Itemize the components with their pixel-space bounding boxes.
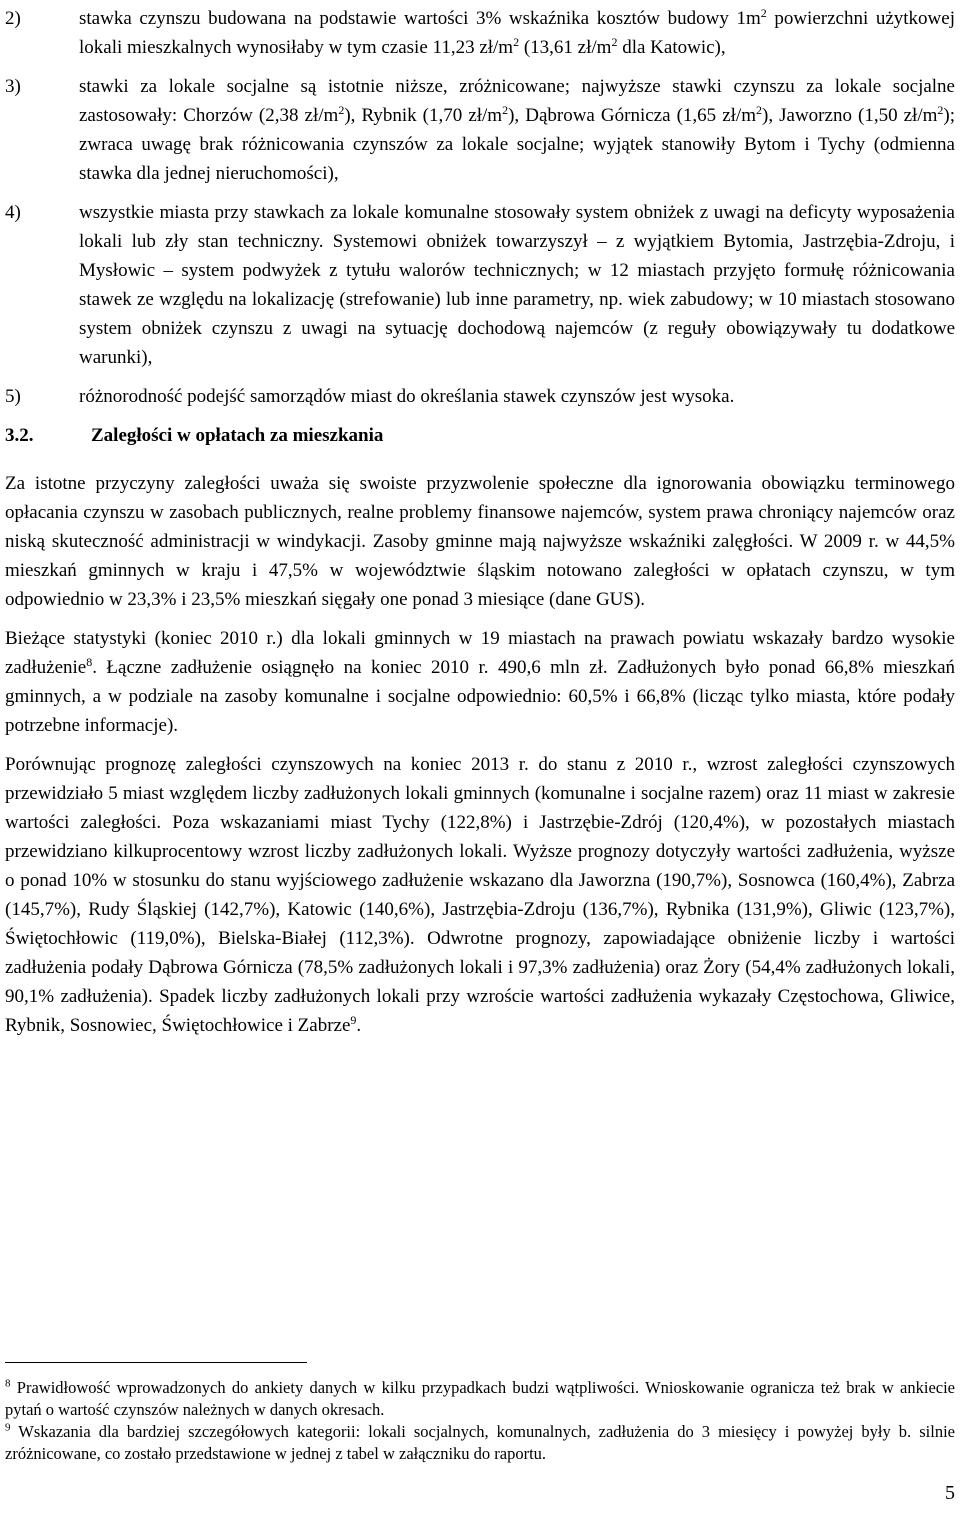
list-item-3 <box>5 72 955 188</box>
list-text: stawki za lokale socjalne są istotnie niższe, zróżnicowane; najwyższe stawki czynszu za lokale socjalne zastosowały: Chorzów (2,38 $zł/m^2$), Rybnik (1,70 $zł/m^2$), Dąbrowa Górnicza (1,65 $zł/m^2$), Jaworzno (1,50 $zł/m^2$); zwraca uwagę brak różnicowania czynszów za lokale socjalne; wyjątek stanowiły Bytom i Tychy (odmienna stawka dla jednej nieruchomości), <box>79 76 956 184</box>
list-item-4 <box>5 198 955 372</box>
list-text: stawka czynszu budowana na podstawie wartości 3% wskaźnika kosztów budowy $1m^2$ powierzchni użytkowej lokali mieszkalnych wynosiłaby w tym czasie 11,23 $zł/m^2$ (13,61 $zł/m^2$ dla Katowic), <box>79 5 955 58</box>
list-number: 3) <box>5 76 21 97</box>
main-text <box>5 4 955 1040</box>
footnote-separator <box>5 1362 307 1363</box>
paragraph-3: Porównując prognozę zaległości czynszowych na koniec 2013 r. do stanu z 2010 r., wzrost zaległości czynszowych przewidziało 5 miast względem liczby zadłużonych lokali gminnych (komunalne i socjalne razem) oraz 11 miast w zakresie wartości zaległości. Poza wskazaniami miast Tychy (122,8%) i Jastrzębie-Zdrój (120,4%), w pozostałych miastach przewidziano kilkuprocentowy wzrost liczby zadłużonych lokali. Wyższe prognozy dotyczyły wartości zadłużenia, wyższe o ponad 10% w stosunku do stanu wyjściowego zadłużenie wskazano dla Jaworzna (190,7%), Sosnowca (160,4%), Zabrza (145,7%), Rudy Śląskiej (142,7%), Katowic (140,6%), Jastrzębia-Zdroju (136,7%), Rybnika (131,9%), Gliwic (123,7%), Świętochłowic (119,0%), Bielska-Białej (112,3%). Odwrotne prognozy, zapowiadające obniżenie liczby i wartości zadłużenia podały Dąbrowa Górnicza (78,5% zadłużonych lokali i 97,3% zadłużenia) oraz Żory (54,4% zadłużonych lokali, 90,1% zadłużenia). Spadek liczby zadłużonych lokali przy wzroście wartości zadłużenia wykazały Częstochowa, Gliwice, Rybnik, Sosnowiec, Świętochłowice i Zabrze$^9$. <box>5 754 955 1036</box>
list-number: 5) <box>5 386 21 407</box>
footnote-ref-9: 9 <box>350 1012 357 1027</box>
footnote-ref-8: 8 <box>86 654 93 669</box>
paragraph-2: Bieżące statystyki (koniec 2010 r.) dla lokali gminnych w 19 miastach na prawach powiatu wskazały bardzo wysokie zadłużenie$^8$. Łączne zadłużenie osiągnęło na koniec 2010 r. 490,6 mln zł. Zadłużonych było ponad 66,8% mieszkań gminnych, a w podziale na zasoby komunalne i socjalne odpowiednio: 60,5% i 66,8% (licząc tylko miasta, które podały potrzebne informacje). <box>5 628 955 736</box>
list-item-2 <box>5 4 955 62</box>
footnotes <box>5 1377 955 1465</box>
footnote-9: $^9$ Wskazania dla bardziej szczegółowych kategorii: lokali socjalnych, komunalnych, zadłużenia do 3 miesięcy i powyżej były b. silnie zróżnicowane, co zostało przedstawione w jednej z tabel w załączniku do raportu. <box>5 1421 955 1463</box>
footnote-8: $^8$ Prawidłowość wprowadzonych do ankiety danych w kilku przypadkach budzi wątpliwości. Wnioskowanie ogranicza też brak w ankiecie pytań o wartość czynszów należnych w danych okresach. <box>5 1377 956 1419</box>
list-number: 4) <box>5 202 21 223</box>
paragraph-1: Za istotne przyczyny zaległości uważa się swoiste przyzwolenie społeczne dla ignorowania obowiązku terminowego opłacania czynszu w zasobach publicznych, realne problemy finansowe najemców, system prawa chroniący najemców oraz niską skuteczność administracji w windykacji. Zasoby gminne mają najwyższe wskaźniki zalęgłości. W 2009 r. w 44,5% mieszkań gminnych w kraju i 47,5% w województwie śląskim notowano zaległości w opłatach czynszu, w tym odpowiednio w 23,3% i 23,5% mieszkań sięgały one ponad 3 miesiące (dane GUS). <box>5 473 955 610</box>
list-item-5 <box>5 382 955 411</box>
list-text: wszystkie miasta przy stawkach za lokale komunalne stosowały system obniżek z uwagi na deficyty wyposażenia lokali lub zły stan techniczny. Systemowi obniżek towarzyszył – z wyjątkiem Bytomia, Jastrzębia-Zdroju, i Mysłowic – system podwyżek z tytułu walorów technicznych; w 12 miastach przyjęto formułę różnicowania stawek ze względu na lokalizację (strefowanie) lub inne parametry, np. wiek zabudowy; w 10 miastach stosowano system obniżek czynszu z uwagi na sytuację dochodową najemców (z reguły obowiązywały tu dodatkowe warunki), <box>79 202 955 368</box>
list-number: 2) <box>5 8 21 29</box>
section-title: Zaległości w opłatach za mieszkania <box>91 425 384 446</box>
list-text: różnorodność podejść samorządów miast do określania stawek czynszów jest wysoka. <box>79 386 735 407</box>
section-heading <box>5 421 955 450</box>
page-number: 5 <box>945 1482 955 1504</box>
section-number: 3.2. <box>5 425 34 446</box>
